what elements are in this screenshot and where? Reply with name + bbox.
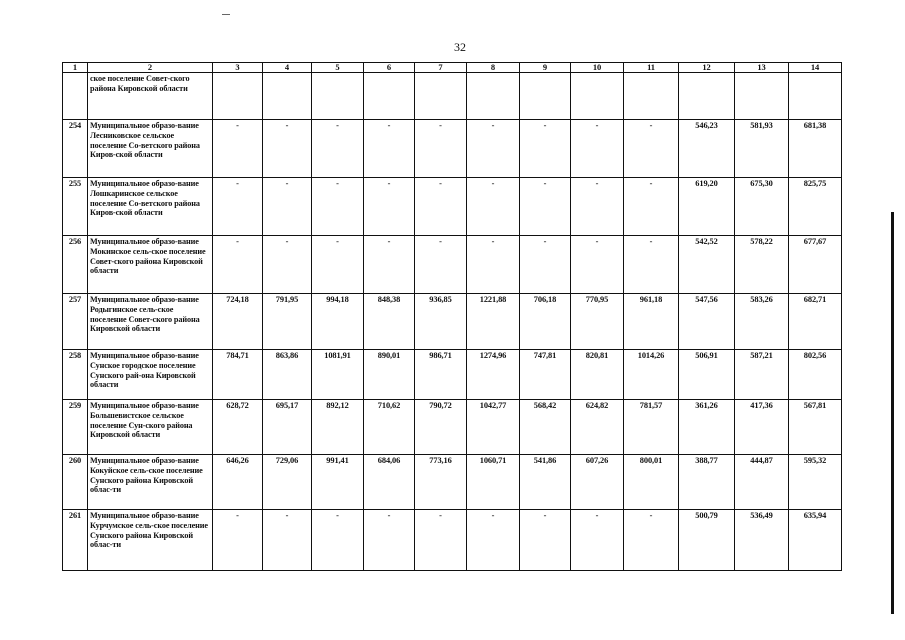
value-cell: - [263,236,312,294]
value-cell: - [467,236,520,294]
value-cell: 581,93 [735,120,789,178]
value-cell: 568,42 [520,400,571,455]
value-cell: 781,57 [624,400,679,455]
tariff-table [62,62,842,571]
row-number: 259 [63,400,88,455]
value-cell: 541,86 [520,455,571,510]
value-cell: 607,26 [571,455,624,510]
value-cell: - [415,120,467,178]
value-cell: 729,06 [263,455,312,510]
table-row [63,294,842,350]
value-cell: 800,01 [624,455,679,510]
row-number: 261 [63,510,88,571]
col-header: 10 [571,63,624,73]
value-cell: - [571,236,624,294]
value-cell: 624,82 [571,400,624,455]
table-row [63,400,842,455]
municipality-name: Муниципальное образо-вание Сунское городское поселение Сунского рай-она Кировской области [88,350,213,400]
col-header: 4 [263,63,312,73]
page-number: 32 [454,40,466,54]
value-cell: 1042,77 [467,400,520,455]
value-cell: - [415,236,467,294]
value-cell: 682,71 [789,294,842,350]
value-cell: 991,41 [312,455,364,510]
value-cell: 724,18 [213,294,263,350]
value-cell: 961,18 [624,294,679,350]
value-cell: 619,20 [679,178,735,236]
value-cell: - [263,178,312,236]
value-cell: 500,79 [679,510,735,571]
value-cell: 825,75 [789,178,842,236]
value-cell: 444,87 [735,455,789,510]
value-cell: - [263,510,312,571]
value-cell: 684,06 [364,455,415,510]
value-cell: - [520,178,571,236]
value-cell [415,73,467,120]
table-row [63,73,842,120]
municipality-name: Муниципальное образо-вание Большевистское сельское поселение Сун-ского района Кировской области [88,400,213,455]
value-cell: - [213,178,263,236]
municipality-name: Муниципальное образо-вание Мокинское сель-ское поселение Совет-ского района Кировской области [88,236,213,294]
row-number: 258 [63,350,88,400]
value-cell: - [364,236,415,294]
value-cell [213,73,263,120]
row-number: 254 [63,120,88,178]
value-cell: 848,38 [364,294,415,350]
col-header: 14 [789,63,842,73]
value-cell: 595,32 [789,455,842,510]
col-header: 1 [63,63,88,73]
municipality-name: Муниципальное образо-вание Кокуйское сель-ское поселение Сунского района Кировской облас-ти [88,455,213,510]
value-cell: 1014,26 [624,350,679,400]
col-header: 5 [312,63,364,73]
value-cell: 567,81 [789,400,842,455]
value-cell: 417,36 [735,400,789,455]
value-cell: 986,71 [415,350,467,400]
municipality-name: Муниципальное образо-вание Лошкаринское сельское поселение Со-ветского района Киров-ской области [88,178,213,236]
col-header: 7 [415,63,467,73]
value-cell: - [263,120,312,178]
row-number: 260 [63,455,88,510]
value-cell: 546,23 [679,120,735,178]
table-row [63,236,842,294]
col-header: 12 [679,63,735,73]
col-header: 13 [735,63,789,73]
value-cell: - [312,120,364,178]
value-cell: - [312,510,364,571]
value-cell: 646,26 [213,455,263,510]
table-row [63,455,842,510]
value-cell [624,73,679,120]
value-cell: - [520,120,571,178]
row-number: 257 [63,294,88,350]
value-cell [467,73,520,120]
value-cell: 784,71 [213,350,263,400]
value-cell: 361,26 [679,400,735,455]
value-cell: 936,85 [415,294,467,350]
value-cell: - [415,510,467,571]
col-header: 6 [364,63,415,73]
value-cell: 675,30 [735,178,789,236]
value-cell: 706,18 [520,294,571,350]
col-header: 2 [88,63,213,73]
value-cell: - [467,178,520,236]
margin-rule [891,212,894,614]
value-cell: 892,12 [312,400,364,455]
value-cell: 628,72 [213,400,263,455]
value-cell: - [213,236,263,294]
value-cell: 790,72 [415,400,467,455]
header-row [63,63,842,73]
value-cell: 770,95 [571,294,624,350]
value-cell: - [624,120,679,178]
value-cell: - [624,510,679,571]
col-header: 8 [467,63,520,73]
value-cell: 747,81 [520,350,571,400]
value-cell: - [364,120,415,178]
value-cell: - [213,120,263,178]
col-header: 11 [624,63,679,73]
value-cell: 547,56 [679,294,735,350]
value-cell [364,73,415,120]
municipality-name: Муниципальное образо-вание Курчумское сель-ское поселение Сунского района Кировской облас-ти [88,510,213,571]
value-cell: 890,01 [364,350,415,400]
value-cell [312,73,364,120]
value-cell: - [520,236,571,294]
value-cell: - [624,178,679,236]
value-cell: 820,81 [571,350,624,400]
value-cell: - [312,236,364,294]
value-cell: 681,38 [789,120,842,178]
value-cell [789,73,842,120]
value-cell [263,73,312,120]
value-cell [679,73,735,120]
value-cell: - [364,178,415,236]
value-cell: 1081,91 [312,350,364,400]
value-cell: 1060,71 [467,455,520,510]
col-header: 3 [213,63,263,73]
table-row [63,510,842,571]
value-cell: 710,62 [364,400,415,455]
value-cell: - [415,178,467,236]
table-row [63,178,842,236]
value-cell [571,73,624,120]
value-cell: 994,18 [312,294,364,350]
value-cell: - [467,120,520,178]
value-cell: - [571,120,624,178]
value-cell: - [213,510,263,571]
value-cell: 1221,88 [467,294,520,350]
value-cell: 863,86 [263,350,312,400]
value-cell: 695,17 [263,400,312,455]
value-cell: - [571,178,624,236]
value-cell: - [467,510,520,571]
value-cell: 388,77 [679,455,735,510]
col-header: 9 [520,63,571,73]
value-cell: 587,21 [735,350,789,400]
value-cell: 1274,96 [467,350,520,400]
value-cell: 791,95 [263,294,312,350]
municipality-name: Муниципальное образо-вание Родыгинское сель-ское поселение Совет-ского района Кировской области [88,294,213,350]
value-cell: 506,91 [679,350,735,400]
value-cell: - [571,510,624,571]
value-cell: - [312,178,364,236]
value-cell: - [364,510,415,571]
value-cell [735,73,789,120]
value-cell: 773,16 [415,455,467,510]
row-number: 256 [63,236,88,294]
table-row [63,120,842,178]
row-number: 255 [63,178,88,236]
municipality-name: ское поселение Совет-ского района Кировской области [88,73,213,120]
value-cell: 635,94 [789,510,842,571]
scan-mark [222,14,230,15]
value-cell: - [624,236,679,294]
row-number [63,73,88,120]
value-cell: 583,26 [735,294,789,350]
value-cell: 578,22 [735,236,789,294]
value-cell: 542,52 [679,236,735,294]
value-cell: 536,49 [735,510,789,571]
value-cell: - [520,510,571,571]
value-cell: 802,56 [789,350,842,400]
municipality-name: Муниципальное образо-вание Лесниковское сельское поселение Со-ветского района Киров-ской области [88,120,213,178]
value-cell: 677,67 [789,236,842,294]
value-cell [520,73,571,120]
table-row [63,350,842,400]
